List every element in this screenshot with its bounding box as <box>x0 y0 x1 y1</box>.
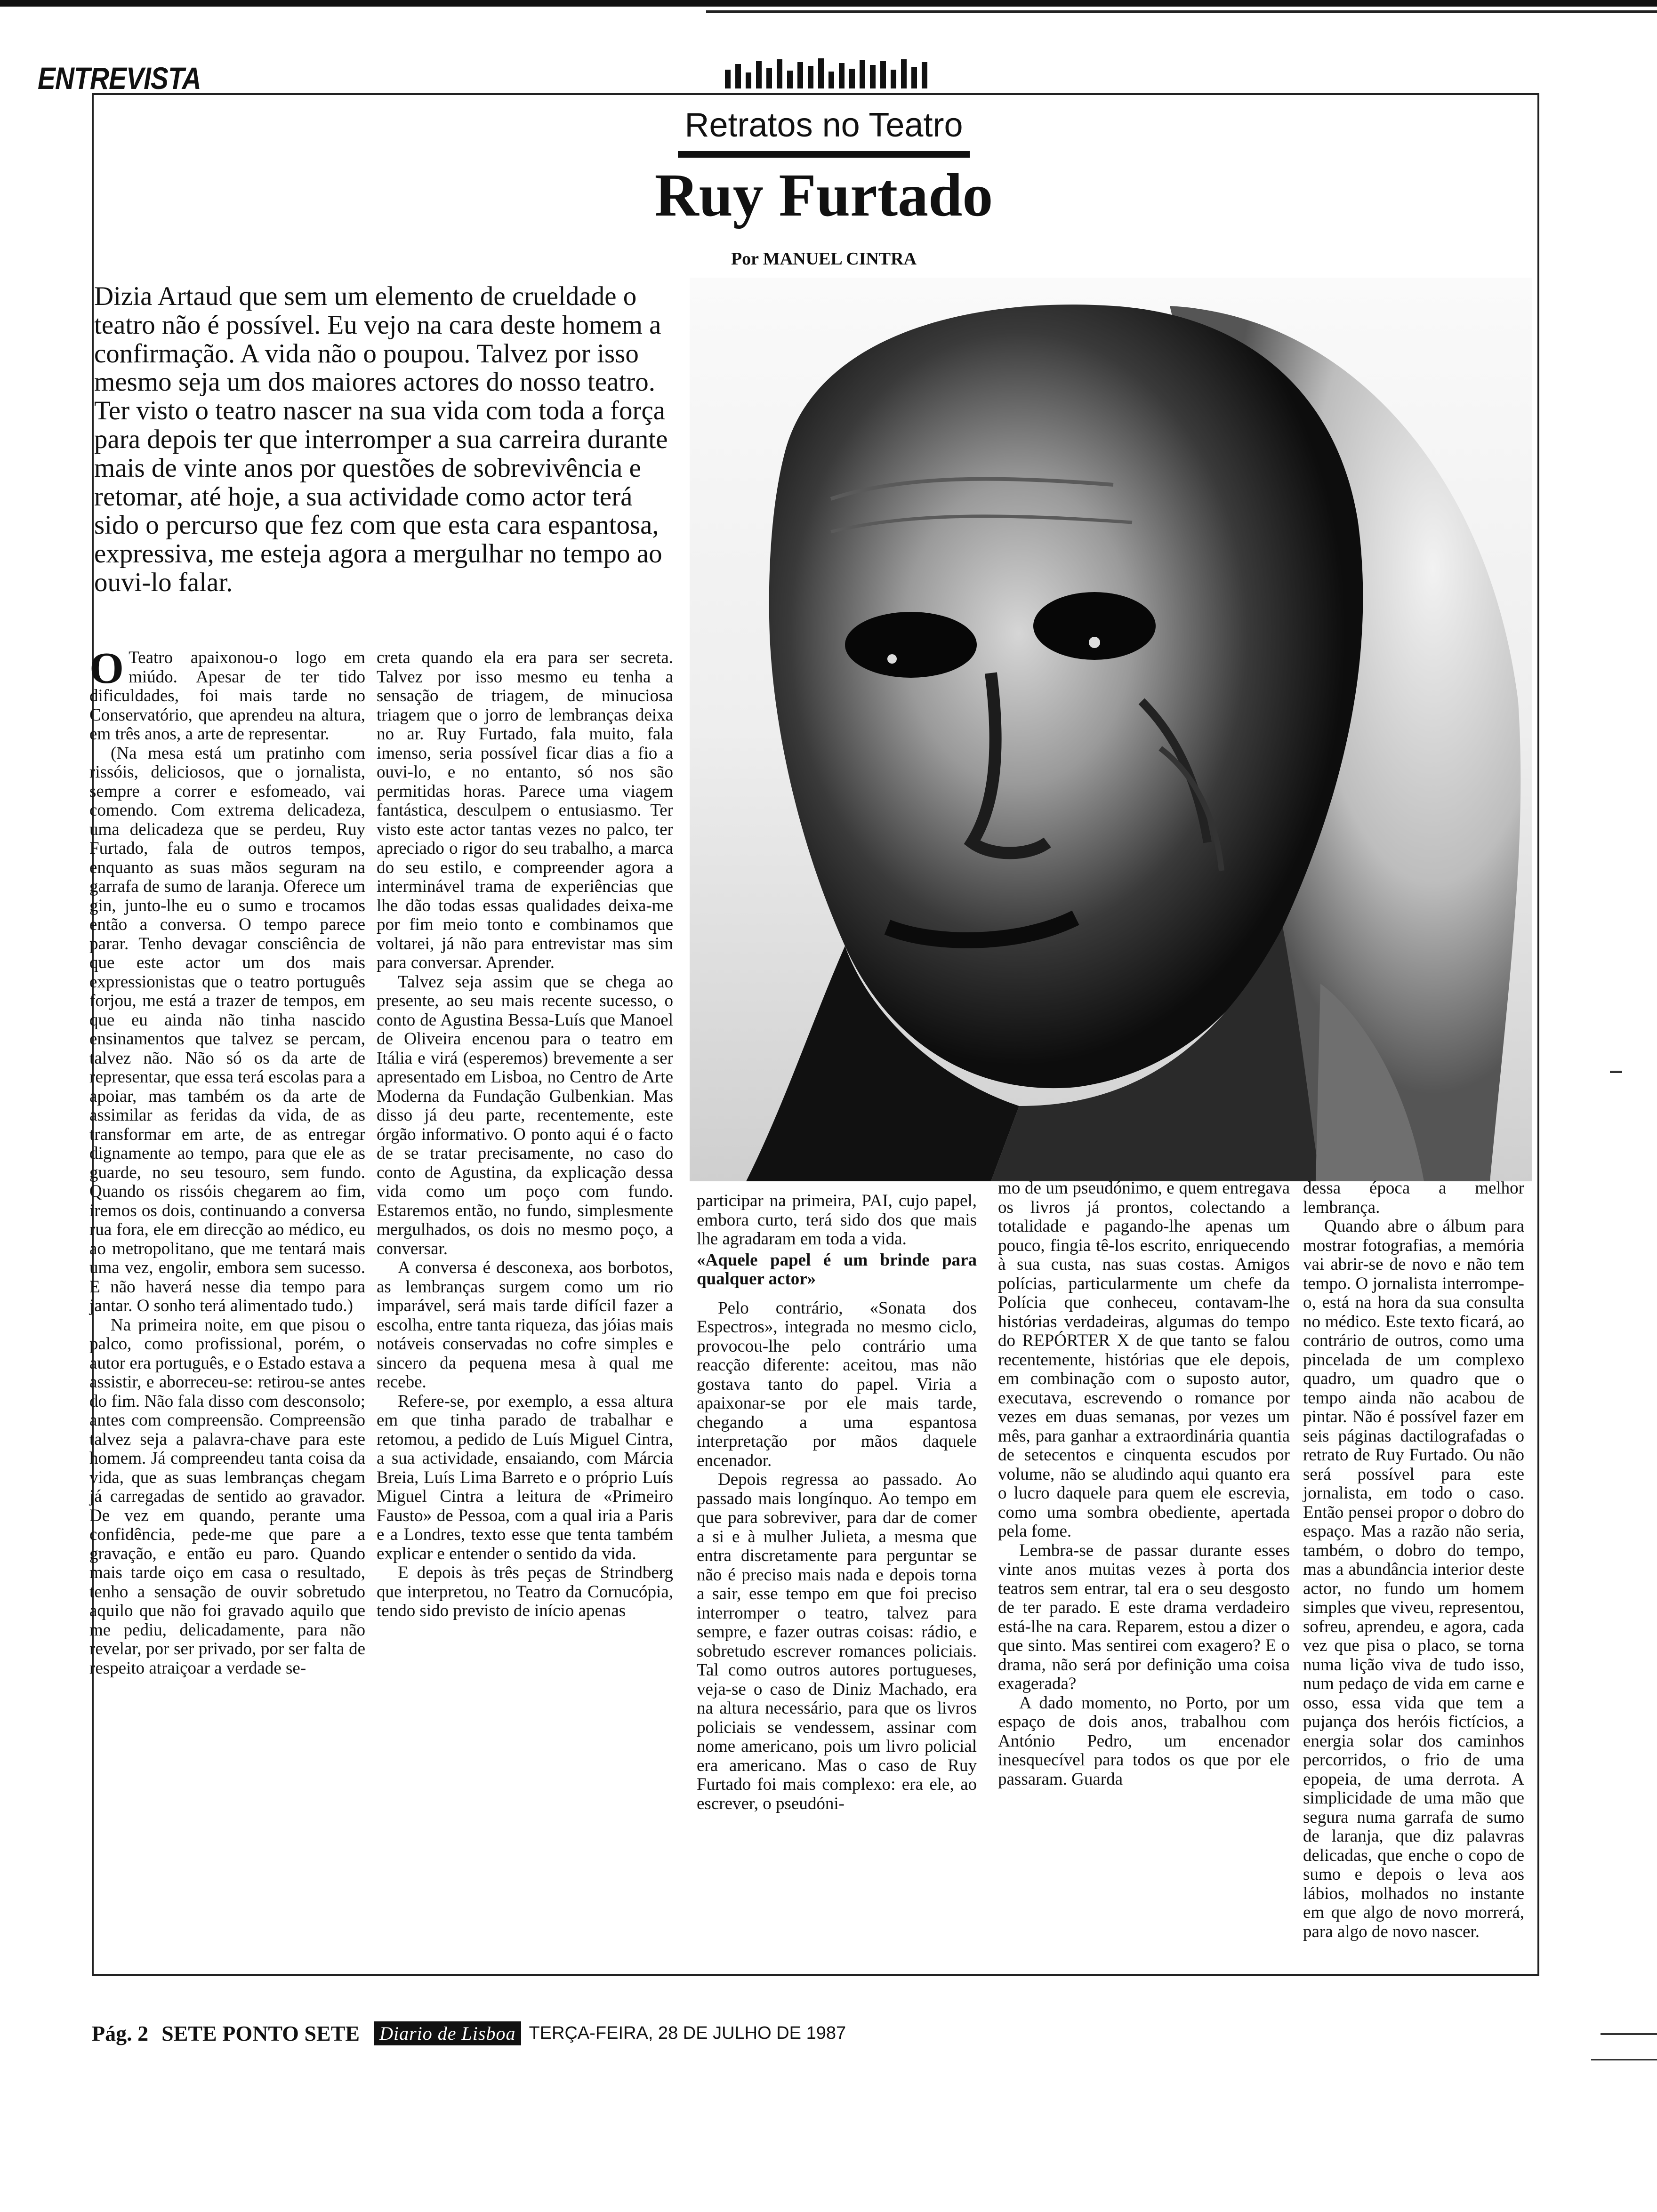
paragraph: mo de um pseudónimo, e quem entregava os livros já prontos, colectando a totalidade e pagando-lhe apenas um pouco, fingia tê-los escrito, enriquecendo à sua custa, nas suas costas. Amigos polícias, particularmente um chefe da Polícia que conheceu, contavam-lhe histórias verdadeiras, algumas do tempo do REPÓRTER X de que tanto se falou recentemente, histórias que ele depois, em combinação com o suposto autor, executava, escrevendo o romance por vezes em duas semanas, por vezes um mês, para ganhar a extraordinária quantia de setecentos e cinquenta escudos por volume, não se aludindo aqui quanto era o lucro daquele para quem ele escrevia, como uma sombra obediente, apertada pela fome. <box>998 1178 1290 1541</box>
paragraph: Pelo contrário, «Sonata dos Espectros», integrada no mesmo ciclo, provocou-lhe pelo contrário uma reacção diferente: aceitou, mas não gostava tanto do papel. Viria a apaixonar-se por ele mais tarde, chegando a uma espantosa interpretação por mãos daquele encenador. <box>697 1298 977 1470</box>
paragraph: Refere-se, por exemplo, a essa altura em que tinha parado de trabalhar e retomou, a pedido de Luís Miguel Cintra, a sua actividade, ensaiando, com Márcia Breia, Luís Lima Barreto e o próprio Luís Miguel Cintra a leitura de «Primeiro Fausto» de Pessoa, com a qual iria a Paris e a Londres, texto esse que tenta também explicar e entender o sentido da vida. <box>377 1391 673 1563</box>
article-column-4 <box>998 1179 1290 1789</box>
page-footer <box>92 2019 846 2047</box>
newspaper-logo: Diario de Lisboa <box>374 2021 521 2045</box>
scan-mark <box>1591 2059 1657 2060</box>
paragraph: participar na primeira, PAI, cujo papel, embora curto, terá sido dos que mais lhe agradaram em toda a vida. <box>697 1191 977 1249</box>
page-number: Pág. 2 <box>92 2021 149 2045</box>
paragraph: Na primeira noite, em que pisou o palco, como profissional, porém, o autor era português, e o Estado estava a assistir, e aborreceu-se: retirou-se antes do fim. Não fala disso com desconsolo; antes com compreensão. Compreensão talvez seja a palavra-chave para este homem. Já compreendeu tanta coisa da vida, que as suas lembranças chegam já carregadas de sentido ao gravador. De vez em quando, perante uma confidência, pede-me que pare a gravação, e então eu paro. Quando mais tarde oiço em casa o resultado, tenho a sensação de ouvir sobretudo aquilo que não foi gravado aquilo que me pediu, delicadamente, para não revelar, por ser privado, por ser falta de respeito atraiçoar a verdade se- <box>89 1315 365 1678</box>
article-kicker: Retratos no Teatro <box>678 106 970 158</box>
article-title: Ruy Furtado <box>654 161 993 229</box>
magazine-name: SETE PONTO SETE <box>161 2021 360 2045</box>
article-byline: Por MANUEL CINTRA <box>731 249 917 269</box>
scan-mark <box>1601 2033 1657 2035</box>
article-column-5 <box>1303 1179 1524 1941</box>
paragraph: O Teatro apaixonou-o logo em miúdo. Apesar de ter tido dificuldades, foi mais tarde no Conservatório, que aprendeu na altura, em três anos, a arte de representar. <box>89 644 365 744</box>
article-column-3 <box>697 1192 977 1813</box>
paragraph: A dado momento, no Porto, por um espaço de dois anos, trabalhou com António Pedro, um encenador inesquecível para todos os que por ele passaram. Guarda <box>998 1693 1290 1789</box>
article-column-2 <box>377 649 673 1621</box>
section-label: ENTREVISTA <box>38 61 201 96</box>
paragraph: (Na mesa está um pratinho com rissóis, deliciosos, que o jornalista, sempre a correr e esfomeado, vai comendo. Com extrema delicadeza, uma delicadeza que se perdeu, Ruy Furtado, fala de outros tempos, enquanto as suas mãos seguram na garrafa de sumo de laranja. Oferece um gin, junto-lhe eu o sumo e trocamos então a conversa. O tempo parece parar. Tenho devagar consciência de que este actor um dos mais expressionistas que o teatro português forjou, me está a trazer de tempos, em que eu ainda não tinha nascido ensinamentos que talvez se percam, talvez não. Não só os da arte de representar, que essa terá escolas para a apoiar, mas também os da arte de assimilar as feridas da vida, de as transformar em arte, de as entregar dignamente ao tempo, para que ele as guarde, no seu tesouro, sem fundo. Quando os rissóis chegarem ao fim, iremos os dois, continuando a conversa rua fora, ele em direcção ao médico, eu ao metropolitano, que me tentará mais uma vez, engolir, embora sem sucesso. E não haverá nesse dia tempo para jantar. O sonho terá alimentado tudo.) <box>89 743 365 1315</box>
drop-cap: O <box>89 644 124 693</box>
portrait-photo <box>690 278 1532 1181</box>
paragraph: E depois às três peças de Strindberg que interpretou, no Teatro da Cornucópia, tendo sido previsto de início apenas <box>377 1563 673 1620</box>
paragraph: Depois regressa ao passado. Ao passado mais longínquo. Ao tempo em que para sobreviver, para dar de comer a si e à mulher Julieta, a mesma que entra discretamente para perguntar se não é preciso mais nada e depois torna a sair, esse tempo em que foi preciso interromper o teatro, talvez para sempre, e fazer outras coisas: rádio, e sobretudo escrever romances policiais. Tal como outros autores portugueses, veja-se o caso de Diniz Machado, era na altura necessário, para que os livros policiais se vendessem, assinar com nome americano, pois um livro policial era americano. Mas o caso de Ruy Furtado foi mais complexo: era ele, ao escrever, o pseudóni- <box>697 1470 977 1813</box>
subheading: «Aquele papel é um brinde para qualquer actor» <box>697 1250 977 1289</box>
scan-mark <box>1610 1071 1622 1073</box>
paragraph: Talvez seja assim que se chega ao presente, ao seu mais recente sucesso, o conto de Agustina Bessa-Luís que Manoel de Oliveira encenou para o teatro em Itália e virá (esperemos) brevemente a ser apresentado em Lisboa, no Centro de Arte Moderna da Fundação Gulbenkian. Mas disso já deu parte, recentemente, este órgão informativo. O ponto aqui é o facto de se tratar precisamente, no caso do conto de Agustina, da explicação dessa vida como um poço com fundo. Estaremos então, no fundo, simplesmente mergulhados, os dois no mesmo poço, a conversar. <box>377 972 673 1258</box>
top-rule-secondary <box>706 10 1657 13</box>
top-rule <box>0 0 1657 7</box>
issue-date: TERÇA-FEIRA, 28 DE JULHO DE 1987 <box>529 2023 846 2043</box>
masthead-logo-strip <box>725 56 956 88</box>
paragraph: Quando abre o álbum para mostrar fotografias, a memória vai abrir-se de novo e não tem tempo. O jornalista interrompe-o, está na hora da sua consulta no médico. Este texto ficará, ao contrário de outros, como uma pincelada de um complexo quadro, um quadro que o tempo ainda não acabou de pintar. Não é possível fazer em seis páginas dactilografadas o retrato de Ruy Furtado. Ou não será possível para este jornalista, em todo o caso. Então pensei propor o dobro do espaço. Mas a razão não seria, também, o dobro do tempo, mas a abundância interior deste actor, no fundo um homem simples que viveu, representou, sofreu, aprendeu, e agora, cada vez que pisa o placo, se torna numa lição viva de tudo isso, num pedaço de vida em carne e osso, essa vida que tem a pujança dos heróis fictícios, a energia solar dos caminhos percorridos, o frio de uma epopeia, de uma derrota. A simplicidade de uma mão que segura numa garrafa de sumo de laranja, que diz palavras delicadas, que enche o copo de sumo e depois o leva aos lábios, molhados no instante em que algo de novo morrerá, para algo de novo nascer. <box>1303 1217 1524 1941</box>
paragraph: Lembra-se de passar durante esses vinte anos muitas vezes à porta dos teatros sem entrar, tal era o seu desgosto de ter parado. E este drama verdadeiro está-lhe na cara. Reparem, estou a dizer o que sinto. Mas sentirei com exagero? E o drama, não será por definição uma coisa exagerada? <box>998 1540 1290 1693</box>
article-column-1 <box>89 644 365 1678</box>
paragraph: dessa época a melhor lembrança. <box>1303 1178 1524 1217</box>
paragraph: A conversa é desconexa, aos borbotos, as lembranças surgem como um rio imparável, será mais tarde difícil fazer a escolha, entre tanta riqueza, das jóias mais notáveis conservadas no cofre simples e sincero da pequena mesa à qual me recebe. <box>377 1258 673 1392</box>
paragraph: creta quando ela era para ser secreta. Talvez por isso mesmo eu tenha a sensação de triagem, de minuciosa triagem que o jorro de lembranças deixa no ar. Ruy Furtado, fala muito, fala imenso, seria possível ficar dias a fio a ouvi-lo, e no entanto, só nos são permitidas horas. Parece uma viagem fantástica, desculpem o entusiasmo. Ter visto este actor tantas vezes no palco, ter apreciado o rigor do seu trabalho, a marca do seu estilo, e compreender agora a interminável trama de experiências que lhe dão todas essas qualidades deixa-me por fim meio tonto e combinamos que voltarei, já não para entrevistar mas sim para conversar. Aprender. <box>377 648 673 972</box>
article-lead: Dizia Artaud que sem um elemento de crueldade o teatro não é possível. Eu vejo na cara deste homem a confirmação. A vida não o poupou. Talvez por isso mesmo seja um dos maiores actores do nosso teatro. Ter visto o teatro nascer na sua vida com toda a força para depois ter que interromper a sua carreira durante mais de vinte anos por questões de sobrevivência e retomar, até hoje, a sua actividade como actor terá sido o percurso que fez com que esta cara espantosa, expressiva, me esteja agora a mergulhar no tempo ao ouvi-lo falar. <box>94 281 668 597</box>
